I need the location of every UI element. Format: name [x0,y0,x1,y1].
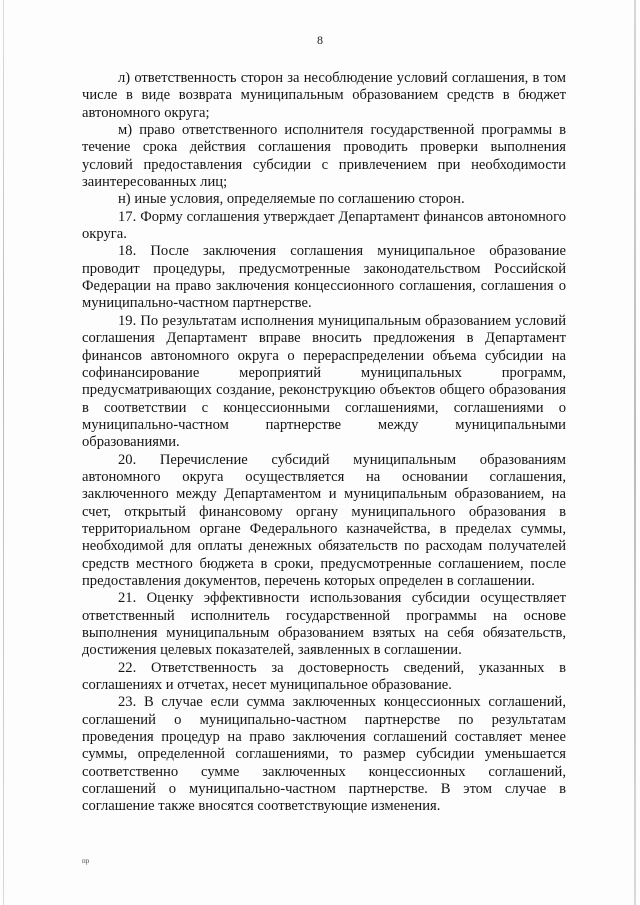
paragraph-19: 19. По результатам исполнения муниципальным образованием условий соглашения Департамент вправе вносить предложения в Департамент финансов автономного округа о перераспределении объема субсидии на софинансирование мероприятий муниципальных программ, предусматривающих создание, реконструкцию объектов общего образования в соответствии с концессионными соглашениями, соглашениями о муниципально-частном партнерстве между муниципальными образованиями. [82,312,566,451]
paragraph-21: 21. Оценку эффективности использования субсидии осуществляет ответственный исполнитель государственной программы на основе выполнения муниципальным образованием взятых на себя обязательств, достижения целевых показателей, заявленных в соглашении. [82,590,566,659]
document-body [82,70,566,816]
scan-edge-right [634,0,636,905]
paragraph-m: м) право ответственного исполнителя государственной программы в течение срока действия соглашения проводить проверки выполнения условий предоставления субсидии с привлечением при необходимости заинтересованных лиц; [82,122,566,191]
footer-mark: пр [82,857,90,865]
paragraph-20: 20. Перечисление субсидий муниципальным образованиям автономного округа осуществляется на основании соглашения, заключенного между Департаментом и муниципальным образованием, на счет, открытый финансовому органу муниципального образования в территориальном органе Федерального казначейства, в пределах суммы, необходимой для оплаты денежных обязательств по расходам получателей средств местного бюджета в сроки, предусмотренные соглашением, после предоставления документов, перечень которых определен в соглашении. [82,451,566,589]
paragraph-22: 22. Ответственность за достоверность сведений, указанных в соглашениях и отчетах, несет муниципальное образование. [82,659,566,694]
paragraph-17: 17. Форму соглашения утверждает Департамент финансов автономного округа. [82,208,566,243]
page-number: 8 [317,33,323,47]
paragraph-18: 18. После заключения соглашения муниципальное образование проводит процедуры, предусмотренные законодательством Российской Федерации на право заключения концессионного соглашения, соглашения о муниципально-частном партнерстве. [82,243,566,312]
paragraph-l: л) ответственность сторон за несоблюдение условий соглашения, в том числе в виде возврата муниципальным образованием средств в бюджет автономного округа; [82,70,566,121]
scan-edge-left [3,0,4,905]
paragraph-n: н) иные условия, определяемые по соглашению сторон. [118,191,465,208]
paragraph-23: 23. В случае если сумма заключенных концессионных соглашений, соглашений о муниципально-частном партнерстве по результатам проведения процедур на право заключения соглашений составляет менее суммы, определенной соглашениями, то размер субсидии уменьшается соответственно сумме заключенных концессионных соглашений, соглашений о муниципально-частном партнерстве. В этом случае в соглашение также вносятся соответствующие изменения. [82,694,566,815]
